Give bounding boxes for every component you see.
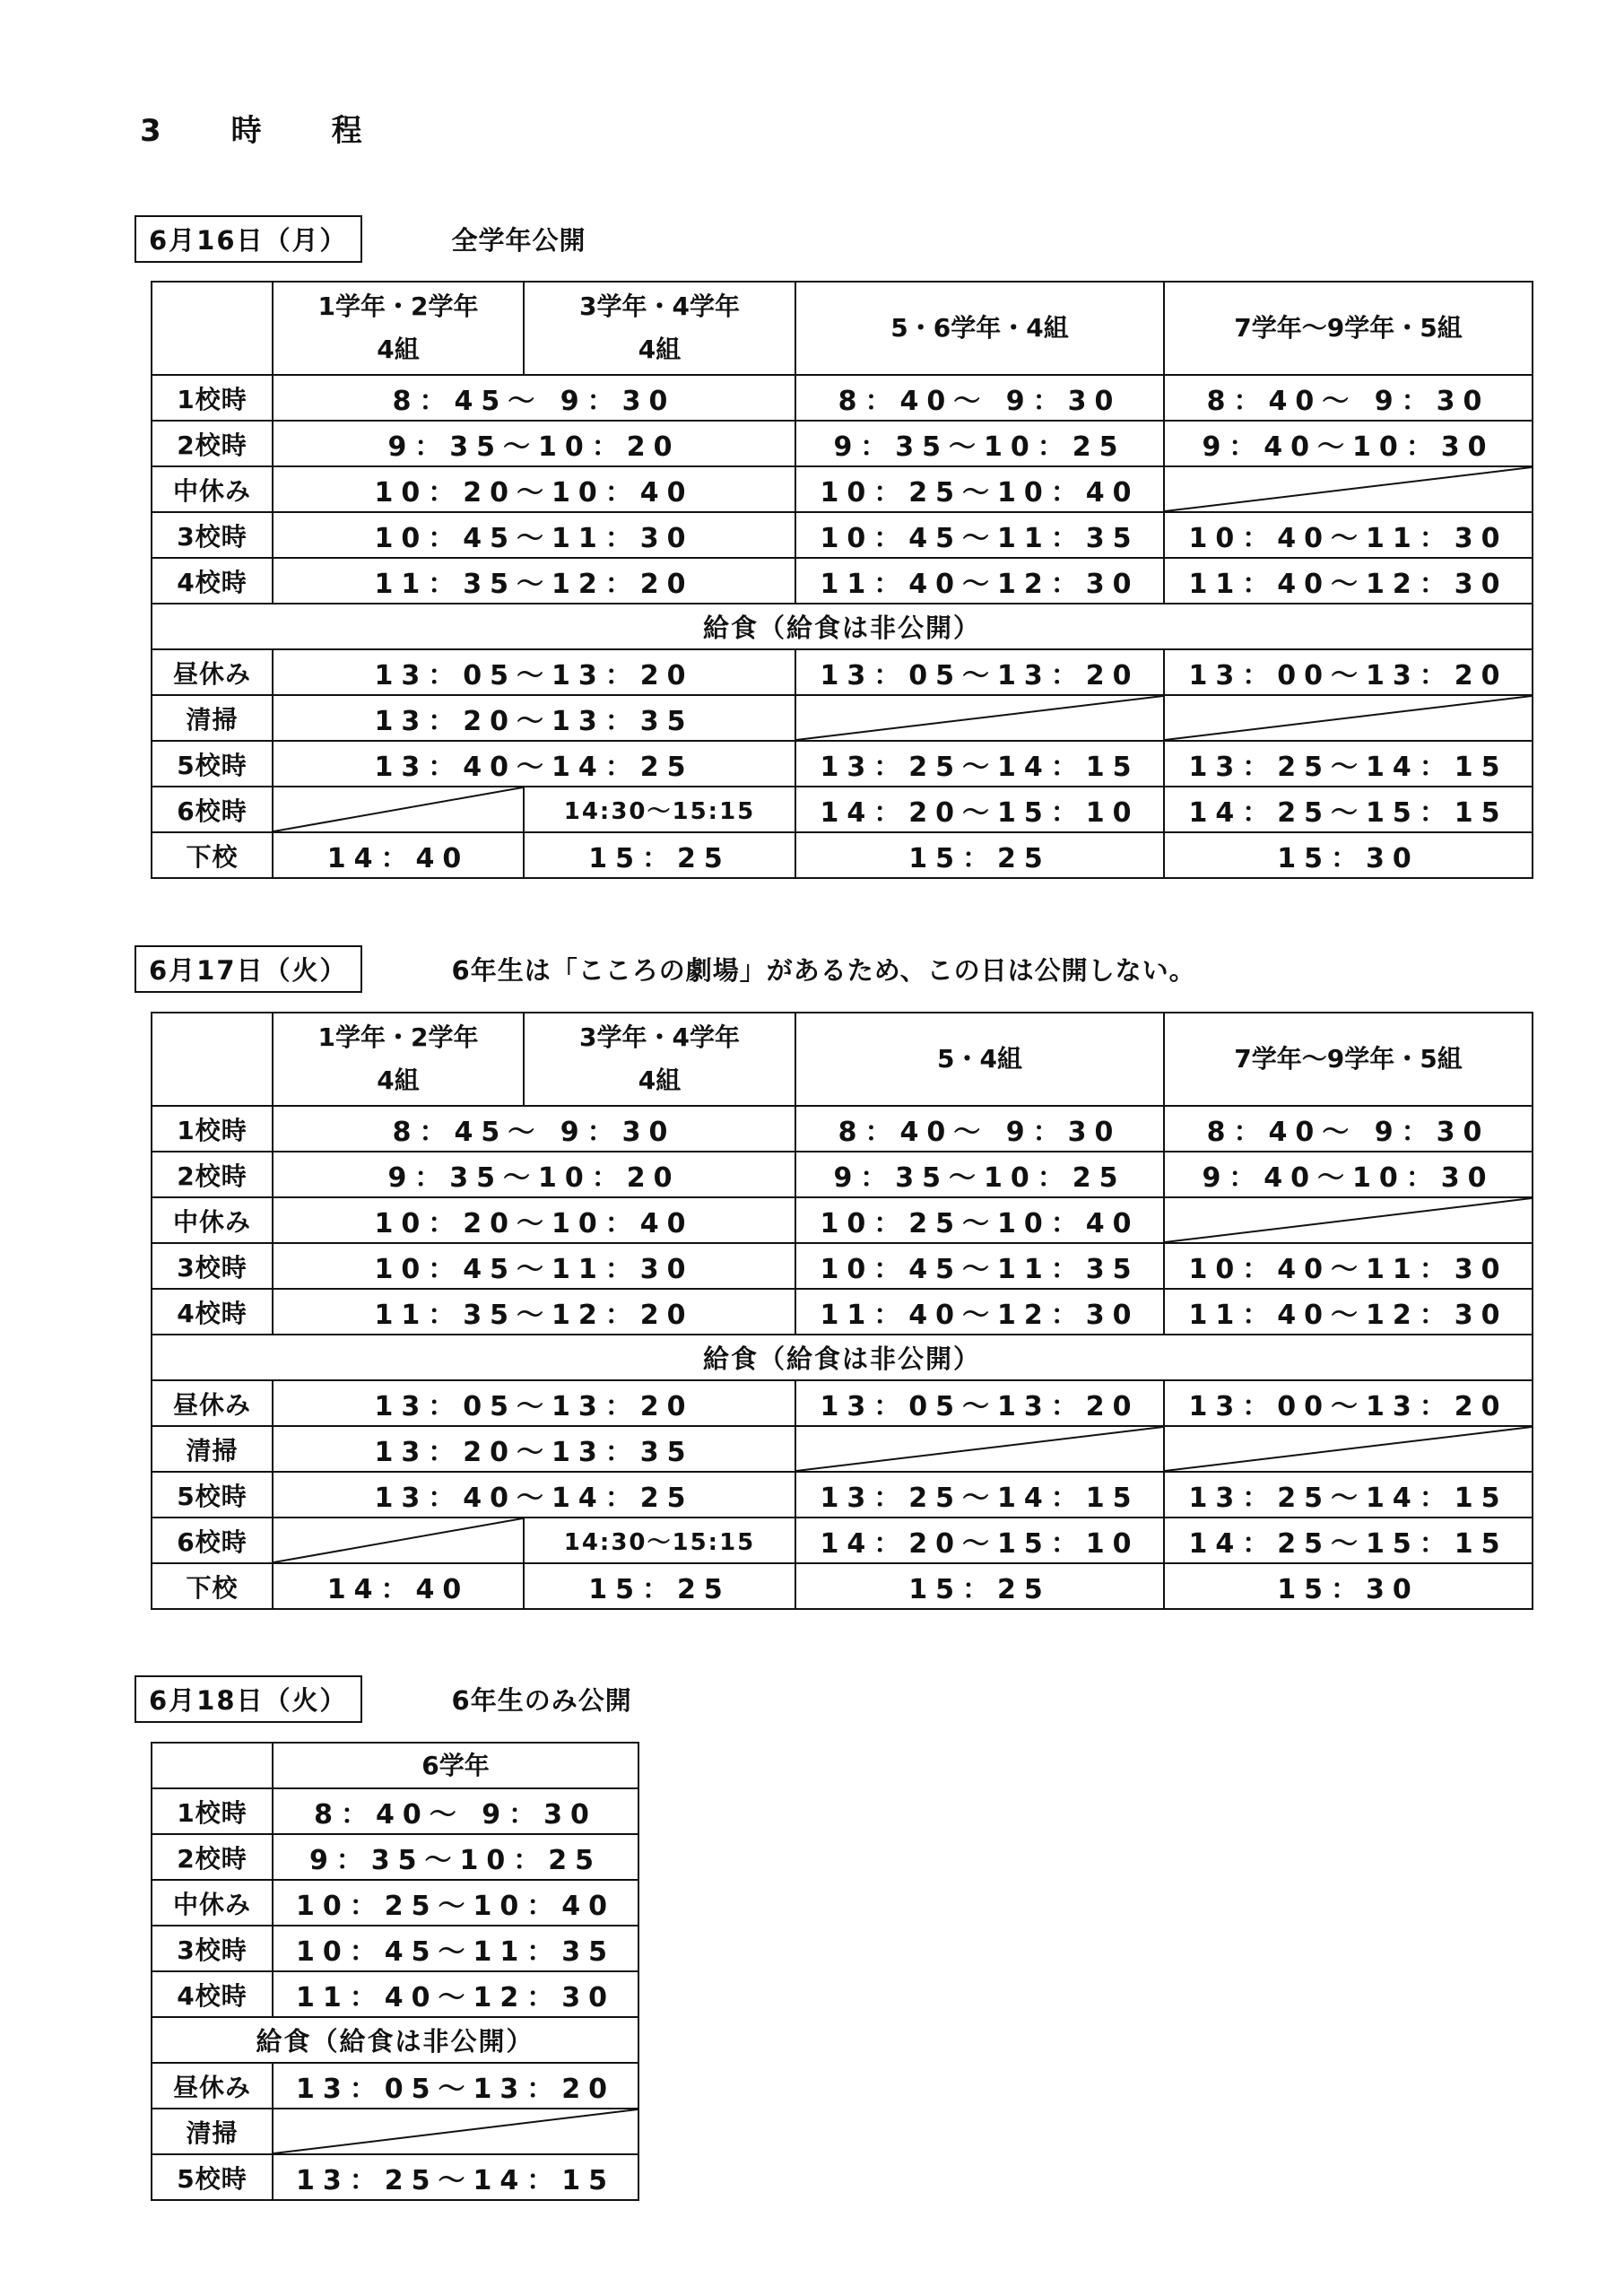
corner-cell: [152, 1743, 273, 1788]
column-header: 7学年～9学年・5組: [1164, 282, 1533, 375]
time-cell: 9：40～10：30: [1164, 1152, 1533, 1197]
schedule-table-june-18: [151, 1742, 639, 2201]
time-cell: 8：40～ 9：30: [795, 1106, 1164, 1152]
time-cell: 8：40～ 9：30: [273, 1788, 638, 1834]
time-cell: 14：20～15：10: [795, 787, 1164, 832]
time-cell: 9：35～10：25: [795, 421, 1164, 466]
date-note: 全学年公開: [451, 225, 586, 256]
time-cell: 10：45～11：30: [273, 1243, 795, 1289]
column-header: 3学年・4学年 4組: [524, 1013, 795, 1106]
time-cell: 8：40～ 9：30: [1164, 1106, 1533, 1152]
section-3-header: [135, 1675, 632, 1723]
time-cell: [273, 1518, 524, 1563]
period-label: 5校時: [152, 741, 273, 787]
section-2-header: [135, 945, 1196, 993]
time-cell: 11：40～12：30: [1164, 558, 1533, 604]
time-cell: [795, 695, 1164, 741]
time-cell: 13：40～14：25: [273, 1472, 795, 1518]
column-header: 6学年: [273, 1743, 638, 1788]
time-cell: [1164, 466, 1533, 512]
time-cell: 10：45～11：35: [795, 512, 1164, 558]
time-cell: 9：35～10：20: [273, 1152, 795, 1197]
period-label: 4校時: [152, 558, 273, 604]
schedule-table-june-17: [151, 1012, 1533, 1610]
period-label: 4校時: [152, 1971, 273, 2017]
corner-cell: [152, 1013, 273, 1106]
time-cell: 8：40～ 9：30: [1164, 375, 1533, 421]
period-label: 中休み: [152, 1197, 273, 1243]
dismissal-time: 14：40: [273, 832, 524, 878]
column-header: 5・4組: [795, 1013, 1164, 1106]
time-cell: 13：05～13：20: [273, 2063, 638, 2109]
time-cell: 13：05～13：20: [273, 1380, 795, 1426]
period-label: 昼休み: [152, 1380, 273, 1426]
lunch-row: 給食（給食は非公開）: [152, 2017, 638, 2063]
time-cell: 11：35～12：20: [273, 1289, 795, 1335]
corner-cell: [152, 282, 273, 375]
lunch-row: 給食（給食は非公開）: [152, 604, 1533, 649]
time-cell: 14:30～15:15: [524, 1518, 795, 1563]
time-cell: 11：40～12：30: [795, 558, 1164, 604]
period-label: 5校時: [152, 1472, 273, 1518]
time-cell: [1164, 1426, 1533, 1472]
period-label: 6校時: [152, 787, 273, 832]
period-label: 3校時: [152, 1243, 273, 1289]
period-label: 4校時: [152, 1289, 273, 1335]
date-label: 6月17日（火）: [135, 945, 362, 993]
time-cell: 10：40～11：30: [1164, 512, 1533, 558]
time-cell: 14:30～15:15: [524, 787, 795, 832]
time-cell: [1164, 1197, 1533, 1243]
date-label: 6月18日（火）: [135, 1675, 362, 1723]
time-cell: 11：40～12：30: [1164, 1289, 1533, 1335]
dismissal-time: 15：30: [1164, 1563, 1533, 1609]
time-cell: 13：05～13：20: [273, 649, 795, 695]
time-cell: 13：25～14：15: [795, 1472, 1164, 1518]
time-cell: 13：05～13：20: [795, 1380, 1164, 1426]
time-cell: 9：40～10：30: [1164, 421, 1533, 466]
time-cell: 13：05～13：20: [795, 649, 1164, 695]
period-label: 1校時: [152, 1106, 273, 1152]
time-cell: 8：45～ 9：30: [273, 375, 795, 421]
column-header: 3学年・4学年 4組: [524, 282, 795, 375]
time-cell: 13：25～14：15: [273, 2154, 638, 2200]
section-1-header: [135, 215, 586, 263]
period-label: 下校: [152, 1563, 273, 1609]
period-label: 1校時: [152, 375, 273, 421]
time-cell: 14：25～15：15: [1164, 1518, 1533, 1563]
time-cell: 13：00～13：20: [1164, 1380, 1533, 1426]
time-cell: 9：35～10：25: [795, 1152, 1164, 1197]
period-label: 清掃: [152, 1426, 273, 1472]
page-heading: 3 時 程: [140, 113, 382, 149]
time-cell: 10：25～10：40: [795, 1197, 1164, 1243]
time-cell: 11：40～12：30: [795, 1289, 1164, 1335]
period-label: 2校時: [152, 1152, 273, 1197]
period-label: 3校時: [152, 512, 273, 558]
time-cell: 13：40～14：25: [273, 741, 795, 787]
time-cell: 10：40～11：30: [1164, 1243, 1533, 1289]
time-cell: 10：20～10：40: [273, 1197, 795, 1243]
period-label: 2校時: [152, 421, 273, 466]
dismissal-time: 15：25: [795, 832, 1164, 878]
date-note: 6年生のみ公開: [451, 1685, 632, 1716]
column-header: 7学年～9学年・5組: [1164, 1013, 1533, 1106]
time-cell: 13：20～13：35: [273, 1426, 795, 1472]
period-label: 3校時: [152, 1926, 273, 1971]
period-label: 清掃: [152, 695, 273, 741]
dismissal-time: 15：30: [1164, 832, 1533, 878]
period-label: 昼休み: [152, 2063, 273, 2109]
time-cell: 13：25～14：15: [1164, 1472, 1533, 1518]
period-label: 5校時: [152, 2154, 273, 2200]
date-note: 6年生は「こころの劇場」があるため、この日は公開しない。: [451, 955, 1196, 986]
time-cell: 13：00～13：20: [1164, 649, 1533, 695]
time-cell: 14：20～15：10: [795, 1518, 1164, 1563]
period-label: 中休み: [152, 1880, 273, 1926]
time-cell: 13：25～14：15: [1164, 741, 1533, 787]
period-label: 6校時: [152, 1518, 273, 1563]
period-label: 下校: [152, 832, 273, 878]
dismissal-time: 15：25: [524, 1563, 795, 1609]
time-cell: 10：45～11：35: [273, 1926, 638, 1971]
dismissal-time: 14：40: [273, 1563, 524, 1609]
dismissal-time: 15：25: [795, 1563, 1164, 1609]
time-cell: 9：35～10：25: [273, 1834, 638, 1880]
time-cell: [273, 787, 524, 832]
period-label: 1校時: [152, 1788, 273, 1834]
time-cell: 10：45～11：30: [273, 512, 795, 558]
time-cell: 11：35～12：20: [273, 558, 795, 604]
column-header: 5・6学年・4組: [795, 282, 1164, 375]
period-label: 昼休み: [152, 649, 273, 695]
time-cell: 13：20～13：35: [273, 695, 795, 741]
lunch-row: 給食（給食は非公開）: [152, 1335, 1533, 1380]
time-cell: 9：35～10：20: [273, 421, 795, 466]
dismissal-time: 15：25: [524, 832, 795, 878]
time-cell: 10：25～10：40: [273, 1880, 638, 1926]
time-cell: 10：45～11：35: [795, 1243, 1164, 1289]
time-cell: 13：25～14：15: [795, 741, 1164, 787]
period-label: 中休み: [152, 466, 273, 512]
time-cell: [795, 1426, 1164, 1472]
column-header: 1学年・2学年 4組: [273, 282, 524, 375]
time-cell: 10：20～10：40: [273, 466, 795, 512]
time-cell: [273, 2109, 638, 2154]
time-cell: 8：40～ 9：30: [795, 375, 1164, 421]
time-cell: 14：25～15：15: [1164, 787, 1533, 832]
date-label: 6月16日（月）: [135, 215, 362, 263]
period-label: 清掃: [152, 2109, 273, 2154]
time-cell: 8：45～ 9：30: [273, 1106, 795, 1152]
time-cell: 10：25～10：40: [795, 466, 1164, 512]
schedule-table-june-16: [151, 281, 1533, 879]
period-label: 2校時: [152, 1834, 273, 1880]
column-header: 1学年・2学年 4組: [273, 1013, 524, 1106]
time-cell: [1164, 695, 1533, 741]
time-cell: 11：40～12：30: [273, 1971, 638, 2017]
